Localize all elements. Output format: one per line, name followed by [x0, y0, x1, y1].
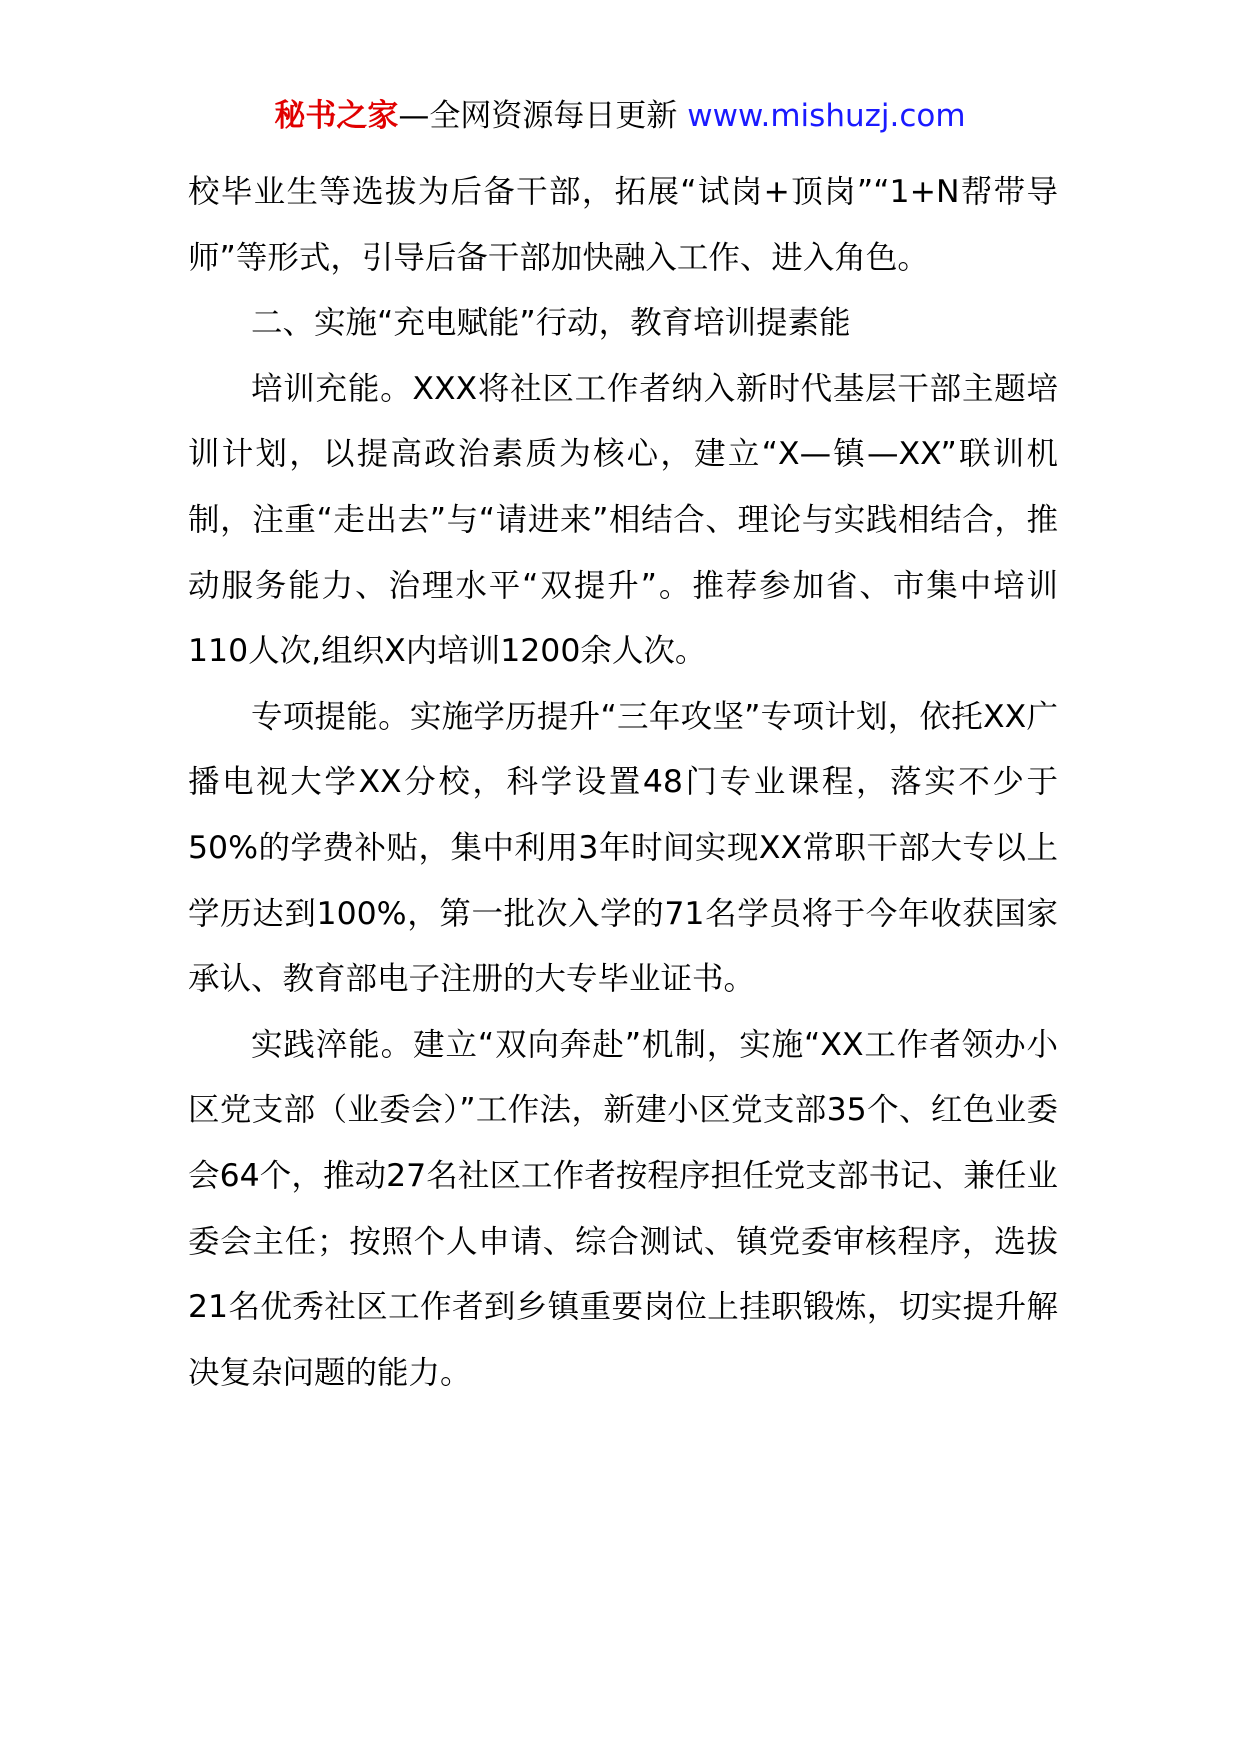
- paragraph-training: 培训充能。XXX将社区工作者纳入新时代基层干部主题培训计划，以提高政治素质为核心，建立“X—镇—XX”联训机制，注重“走出去”与“请进来”相结合、理论与实践相结合，推动服务能力、治理水平“双提升”。推荐参加省、市集中培训110人次,组织X内培训1200余人次。: [188, 370, 1058, 670]
- paragraph-continuation: 校毕业生等选拔为后备干部，拓展“试岗+顶岗”“1+N帮带导师”等形式，引导后备干部加快融入工作、进入角色。: [188, 174, 1058, 276]
- header-tagline: —全网资源每日更新: [398, 98, 678, 134]
- section-heading: 二、实施“充电赋能”行动，教育培训提素能: [251, 305, 851, 342]
- site-url-link[interactable]: www.mishuzj.com: [687, 98, 966, 134]
- page-header: [0, 96, 1240, 136]
- paragraph-practice: 实践淬能。建立“双向奔赴”机制，实施“XX工作者领办小区党支部（业委会）”工作法，新建小区党支部35个、红色业委会64个，推动27名社区工作者按程序担任党支部书记、兼任业委会主任；按照个人申请、综合测试、镇党委审核程序，选拔21名优秀社区工作者到乡镇重要岗位上挂职锻炼，切实提升解决复杂问题的能力。: [188, 1026, 1058, 1391]
- paragraph-special-program: 专项提能。实施学历提升“三年攻坚”专项计划，依托XX广播电视大学XX分校，科学设置48门专业课程，落实不少于50%的学费补贴，集中利用3年时间实现XX常职干部大专以上学历达到100%，第一批次入学的71名学员将于今年收获国家承认、教育部电子注册的大专毕业证书。: [188, 698, 1058, 998]
- brand-name: 秘书之家: [274, 98, 399, 134]
- document-body: [188, 160, 1058, 1406]
